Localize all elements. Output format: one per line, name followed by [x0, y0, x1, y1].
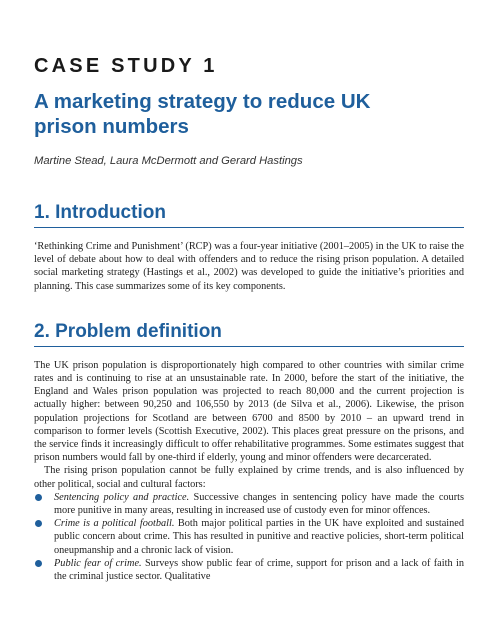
- bullet-lead: Public fear of crime.: [54, 557, 142, 569]
- authors-line: Martine Stead, Laura McDermott and Gerard Hastings: [34, 155, 303, 167]
- case-study-title: A marketing strategy to reduce UK prison numbers: [34, 90, 371, 138]
- list-item: [34, 557, 464, 583]
- factor-bullet-list: [34, 491, 464, 583]
- list-item: [34, 517, 464, 557]
- list-item: [34, 491, 464, 517]
- section-heading-introduction: 1. Introduction: [34, 201, 464, 228]
- document-page: [34, 54, 464, 583]
- bullet-text: Surveys show public fear of crime, support for prison and a lack of faith in the criminal justice sector. Qualitative: [54, 557, 464, 583]
- bullet-dot-icon: [35, 494, 42, 501]
- bullet-text: Both major political parties in the UK have exploited and sustained public concern about crime. This has resulted in punitive and reactive policies, short-term political oneupmanship and a chronic lack of vision.: [54, 518, 464, 556]
- bullet-dot-icon: [35, 560, 42, 567]
- problem-paragraph-1: The UK prison population is disproportionately high compared to other countries with similar crime rates and is continuing to rise at an unsustainable rate. In 2000, before the start of the initiative, the England and Wales prison population was projected to reach 80,000 and the current projection is actually higher: between 90,250 and 106,550 by 2013 (de Silva et al., 2006). Likewise, the prison population projections for Scotland are between 6700 and 8500 by 2010 – an upward trend in comparison to former levels (Scottish Executive, 2002). This places great pressure on the prisons, and the service finds it increasingly difficult to offer rehabilitative programmes. Some estimates suggest that prison numbers would fall by one-third if elderly, young and minor offenders were decarcerated.: [34, 359, 464, 464]
- section-introduction: [34, 201, 464, 293]
- bullet-lead: Sentencing policy and practice.: [54, 491, 190, 503]
- bullet-text: Successive changes in sentencing policy have made the courts more punitive in many areas, resulting in increased use of custody even for minor offences.: [54, 491, 464, 517]
- section-heading-problem-definition: 2. Problem definition: [34, 320, 464, 347]
- bullet-dot-icon: [35, 520, 42, 527]
- case-study-label: CASE STUDY 1: [34, 55, 218, 77]
- introduction-paragraph: ‘Rethinking Crime and Punishment’ (RCP) was a four-year initiative (2001–2005) in the UK to raise the level of debate about how to deal with offenders and to reduce the rising prison population. A detailed social marketing strategy (Hastings et al., 2002) was developed to guide the initiative’s priorities and planning. This case summarizes some of its key components.: [34, 241, 464, 292]
- section-problem-definition: [34, 320, 464, 583]
- bullet-lead: Crime is a political football.: [54, 518, 175, 530]
- problem-paragraph-2: The rising prison population cannot be fully explained by crime trends, and is also influenced by other political, social and cultural factors:: [34, 465, 464, 490]
